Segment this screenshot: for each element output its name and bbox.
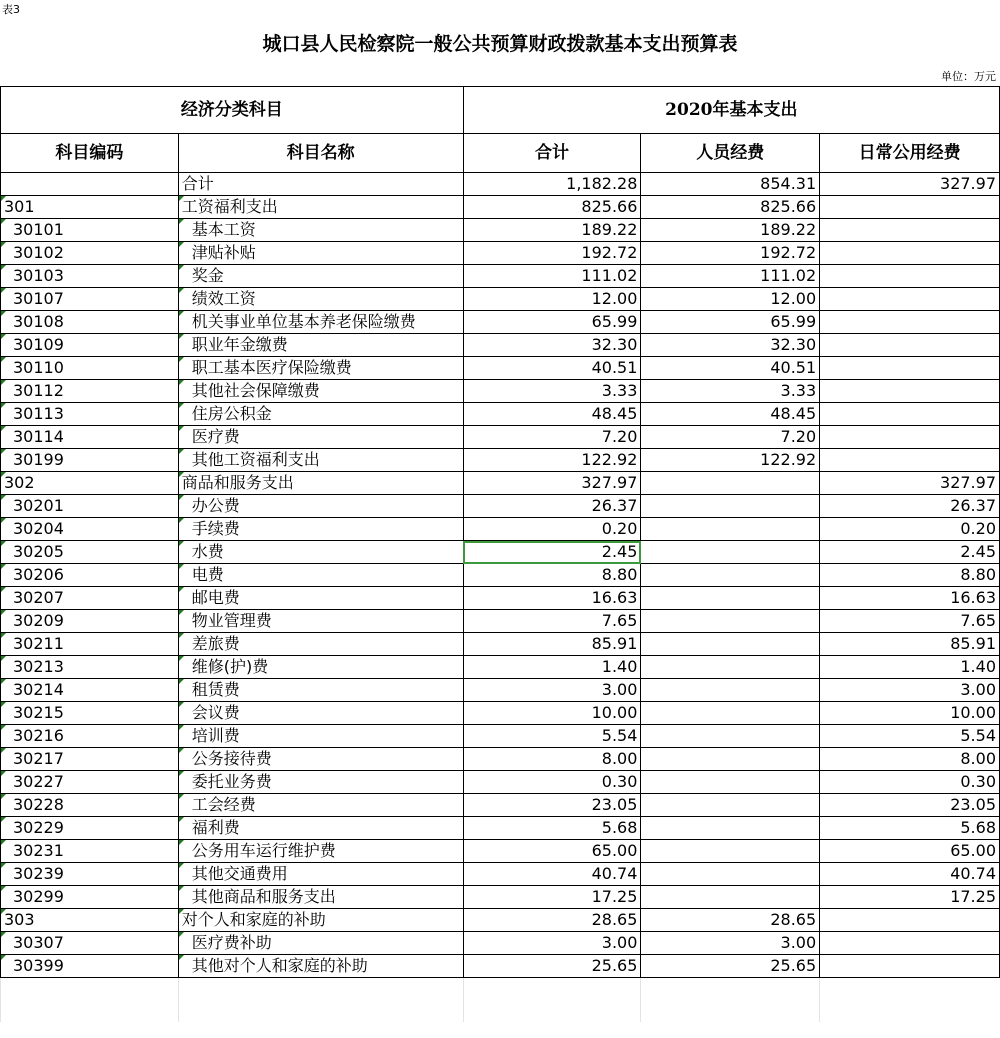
table-row bbox=[1, 426, 1000, 449]
cell-personnel[interactable]: 28.65 bbox=[641, 909, 820, 932]
cell-name[interactable]: 公务接待费 bbox=[178, 748, 463, 771]
cell-name[interactable]: 其他交通费用 bbox=[178, 863, 463, 886]
cell-public[interactable]: 1.40 bbox=[820, 656, 1000, 679]
cell-public[interactable]: 8.00 bbox=[820, 748, 1000, 771]
empty-cell[interactable] bbox=[1, 978, 179, 1001]
cell-code[interactable]: 30227 bbox=[1, 771, 179, 794]
cell-public[interactable]: 85.91 bbox=[820, 633, 1000, 656]
budget-table bbox=[0, 86, 1000, 1022]
cell-personnel[interactable] bbox=[641, 472, 820, 495]
table-row bbox=[1, 610, 1000, 633]
cell-name[interactable]: 职业年金缴费 bbox=[178, 334, 463, 357]
cell-public[interactable]: 0.30 bbox=[820, 771, 1000, 794]
cell-public[interactable] bbox=[820, 357, 1000, 380]
cell-personnel[interactable] bbox=[641, 633, 820, 656]
cell-name[interactable]: 其他社会保障缴费 bbox=[178, 380, 463, 403]
cell-code[interactable]: 30217 bbox=[1, 748, 179, 771]
table-row bbox=[1, 840, 1000, 863]
cell-code[interactable]: 30205 bbox=[1, 541, 179, 564]
cell-name[interactable]: 商品和服务支出 bbox=[178, 472, 463, 495]
header-column-row bbox=[1, 134, 1000, 173]
table-row bbox=[1, 495, 1000, 518]
table-row bbox=[1, 886, 1000, 909]
cell-name[interactable]: 差旅费 bbox=[178, 633, 463, 656]
cell-public[interactable] bbox=[820, 932, 1000, 955]
cell-personnel[interactable] bbox=[641, 541, 820, 564]
table-row bbox=[1, 817, 1000, 840]
cell-personnel[interactable] bbox=[641, 702, 820, 725]
cell-public[interactable] bbox=[820, 242, 1000, 265]
cell-code[interactable]: 30109 bbox=[1, 334, 179, 357]
cell-total[interactable]: 10.00 bbox=[463, 702, 641, 725]
empty-cell[interactable] bbox=[178, 978, 463, 1001]
col-header-total[interactable]: 合计 bbox=[463, 134, 641, 173]
table-row bbox=[1, 794, 1000, 817]
cell-total[interactable]: 7.20 bbox=[463, 426, 641, 449]
cell-total[interactable]: 65.99 bbox=[463, 311, 641, 334]
cell-total[interactable]: 8.80 bbox=[463, 564, 641, 587]
table-row bbox=[1, 656, 1000, 679]
cell-public[interactable]: 17.25 bbox=[820, 886, 1000, 909]
cell-public[interactable]: 16.63 bbox=[820, 587, 1000, 610]
table-row bbox=[1, 334, 1000, 357]
cell-total[interactable]: 8.00 bbox=[463, 748, 641, 771]
empty-cell[interactable] bbox=[820, 1000, 1000, 1022]
cell-public[interactable] bbox=[820, 426, 1000, 449]
cell-public[interactable] bbox=[820, 219, 1000, 242]
cell-total[interactable]: 0.30 bbox=[463, 771, 641, 794]
cell-name[interactable]: 合计 bbox=[178, 173, 463, 196]
cell-name[interactable]: 基本工资 bbox=[178, 219, 463, 242]
cell-name[interactable]: 水费 bbox=[178, 541, 463, 564]
table-row bbox=[1, 748, 1000, 771]
cell-code[interactable]: 30206 bbox=[1, 564, 179, 587]
cell-personnel[interactable]: 854.31 bbox=[641, 173, 820, 196]
unit-label: 单位：万元 bbox=[941, 70, 996, 83]
cell-personnel[interactable]: 48.45 bbox=[641, 403, 820, 426]
cell-code[interactable]: 30239 bbox=[1, 863, 179, 886]
cell-total[interactable]: 32.30 bbox=[463, 334, 641, 357]
cell-personnel[interactable]: 25.65 bbox=[641, 955, 820, 978]
cell-name[interactable]: 绩效工资 bbox=[178, 288, 463, 311]
empty-cell[interactable] bbox=[1, 1000, 179, 1022]
cell-code[interactable]: 30215 bbox=[1, 702, 179, 725]
cell-total[interactable]: 2.45 bbox=[463, 541, 641, 564]
cell-total[interactable]: 0.20 bbox=[463, 518, 641, 541]
cell-name[interactable]: 医疗费补助 bbox=[178, 932, 463, 955]
table-row bbox=[1, 932, 1000, 955]
cell-public[interactable]: 65.00 bbox=[820, 840, 1000, 863]
cell-public[interactable] bbox=[820, 334, 1000, 357]
cell-total[interactable]: 28.65 bbox=[463, 909, 641, 932]
cell-code[interactable]: 30199 bbox=[1, 449, 179, 472]
table-row bbox=[1, 633, 1000, 656]
cell-name[interactable]: 对个人和家庭的补助 bbox=[178, 909, 463, 932]
cell-personnel[interactable] bbox=[641, 587, 820, 610]
table-row bbox=[1, 564, 1000, 587]
cell-name[interactable]: 电费 bbox=[178, 564, 463, 587]
table-row bbox=[1, 380, 1000, 403]
table-row bbox=[1, 909, 1000, 932]
cell-personnel[interactable]: 40.51 bbox=[641, 357, 820, 380]
cell-total[interactable]: 40.51 bbox=[463, 357, 641, 380]
table-row bbox=[1, 242, 1000, 265]
cell-total[interactable]: 111.02 bbox=[463, 265, 641, 288]
cell-code[interactable]: 30229 bbox=[1, 817, 179, 840]
cell-name[interactable]: 邮电费 bbox=[178, 587, 463, 610]
cell-personnel[interactable]: 7.20 bbox=[641, 426, 820, 449]
cell-total[interactable]: 192.72 bbox=[463, 242, 641, 265]
cell-name[interactable]: 办公费 bbox=[178, 495, 463, 518]
cell-total[interactable]: 5.68 bbox=[463, 817, 641, 840]
cell-total[interactable]: 122.92 bbox=[463, 449, 641, 472]
cell-name[interactable]: 机关事业单位基本养老保险缴费 bbox=[178, 311, 463, 334]
cell-total[interactable]: 16.63 bbox=[463, 587, 641, 610]
total-row bbox=[1, 173, 1000, 196]
cell-public[interactable]: 5.68 bbox=[820, 817, 1000, 840]
cell-name[interactable]: 福利费 bbox=[178, 817, 463, 840]
cell-public[interactable] bbox=[820, 955, 1000, 978]
cell-personnel[interactable] bbox=[641, 817, 820, 840]
table-row bbox=[1, 357, 1000, 380]
cell-personnel[interactable] bbox=[641, 771, 820, 794]
cell-public[interactable]: 26.37 bbox=[820, 495, 1000, 518]
cell-public[interactable] bbox=[820, 909, 1000, 932]
cell-total[interactable]: 825.66 bbox=[463, 196, 641, 219]
cell-personnel[interactable]: 825.66 bbox=[641, 196, 820, 219]
cell-public[interactable] bbox=[820, 380, 1000, 403]
cell-total[interactable]: 1,182.28 bbox=[463, 173, 641, 196]
cell-public[interactable]: 40.74 bbox=[820, 863, 1000, 886]
cell-total[interactable]: 1.40 bbox=[463, 656, 641, 679]
cell-code[interactable]: 30103 bbox=[1, 265, 179, 288]
cell-total[interactable]: 3.00 bbox=[463, 679, 641, 702]
cell-name[interactable]: 工会经费 bbox=[178, 794, 463, 817]
cell-code[interactable]: 30110 bbox=[1, 357, 179, 380]
table-row bbox=[1, 265, 1000, 288]
cell-name[interactable]: 津贴补贴 bbox=[178, 242, 463, 265]
cell-name[interactable]: 医疗费 bbox=[178, 426, 463, 449]
table-row bbox=[1, 955, 1000, 978]
empty-row bbox=[1, 978, 1000, 1001]
cell-code[interactable]: 30213 bbox=[1, 656, 179, 679]
empty-cell[interactable] bbox=[641, 1000, 820, 1022]
cell-personnel[interactable]: 192.72 bbox=[641, 242, 820, 265]
cell-code[interactable] bbox=[1, 173, 179, 196]
cell-total[interactable]: 48.45 bbox=[463, 403, 641, 426]
cell-public[interactable] bbox=[820, 265, 1000, 288]
cell-public[interactable]: 10.00 bbox=[820, 702, 1000, 725]
cell-name[interactable]: 会议费 bbox=[178, 702, 463, 725]
cell-total[interactable]: 65.00 bbox=[463, 840, 641, 863]
cell-public[interactable]: 0.20 bbox=[820, 518, 1000, 541]
cell-name[interactable]: 委托业务费 bbox=[178, 771, 463, 794]
header-group-row bbox=[1, 87, 1000, 134]
empty-cell[interactable] bbox=[178, 1000, 463, 1022]
table-row bbox=[1, 702, 1000, 725]
cell-total[interactable]: 40.74 bbox=[463, 863, 641, 886]
table-row bbox=[1, 219, 1000, 242]
cell-code[interactable]: 30204 bbox=[1, 518, 179, 541]
table-row bbox=[1, 472, 1000, 495]
col-header-name[interactable]: 科目名称 bbox=[178, 134, 463, 173]
cell-code[interactable]: 30228 bbox=[1, 794, 179, 817]
cell-public[interactable]: 327.97 bbox=[820, 472, 1000, 495]
cell-name[interactable]: 住房公积金 bbox=[178, 403, 463, 426]
table-row bbox=[1, 587, 1000, 610]
cell-total[interactable]: 3.00 bbox=[463, 932, 641, 955]
table-row bbox=[1, 403, 1000, 426]
cell-code[interactable]: 30114 bbox=[1, 426, 179, 449]
cell-public[interactable] bbox=[820, 288, 1000, 311]
cell-public[interactable] bbox=[820, 196, 1000, 219]
cell-total[interactable]: 189.22 bbox=[463, 219, 641, 242]
col-header-personnel[interactable]: 人员经费 bbox=[641, 134, 820, 173]
cell-personnel[interactable]: 3.00 bbox=[641, 932, 820, 955]
cell-public[interactable] bbox=[820, 449, 1000, 472]
cell-code[interactable]: 30307 bbox=[1, 932, 179, 955]
cell-name[interactable]: 公务用车运行维护费 bbox=[178, 840, 463, 863]
cell-name[interactable]: 维修(护)费 bbox=[178, 656, 463, 679]
cell-name[interactable]: 奖金 bbox=[178, 265, 463, 288]
cell-code[interactable]: 30299 bbox=[1, 886, 179, 909]
cell-personnel[interactable]: 3.33 bbox=[641, 380, 820, 403]
cell-name[interactable]: 物业管理费 bbox=[178, 610, 463, 633]
cell-code[interactable]: 30216 bbox=[1, 725, 179, 748]
empty-cell[interactable] bbox=[820, 978, 1000, 1001]
cell-code[interactable]: 30211 bbox=[1, 633, 179, 656]
cell-personnel[interactable] bbox=[641, 863, 820, 886]
cell-personnel[interactable] bbox=[641, 794, 820, 817]
cell-code[interactable]: 30102 bbox=[1, 242, 179, 265]
cell-personnel[interactable]: 122.92 bbox=[641, 449, 820, 472]
empty-cell[interactable] bbox=[463, 978, 641, 1001]
cell-code[interactable]: 30214 bbox=[1, 679, 179, 702]
table-row bbox=[1, 771, 1000, 794]
cell-total[interactable]: 23.05 bbox=[463, 794, 641, 817]
cell-code[interactable]: 30231 bbox=[1, 840, 179, 863]
col-header-code[interactable]: 科目编码 bbox=[1, 134, 179, 173]
table-row bbox=[1, 863, 1000, 886]
cell-personnel[interactable] bbox=[641, 564, 820, 587]
cell-personnel[interactable] bbox=[641, 886, 820, 909]
empty-cell[interactable] bbox=[463, 1000, 641, 1022]
table-row bbox=[1, 725, 1000, 748]
cell-personnel[interactable] bbox=[641, 518, 820, 541]
cell-public[interactable]: 3.00 bbox=[820, 679, 1000, 702]
cell-personnel[interactable]: 12.00 bbox=[641, 288, 820, 311]
cell-personnel[interactable] bbox=[641, 656, 820, 679]
cell-public[interactable]: 7.65 bbox=[820, 610, 1000, 633]
table-row bbox=[1, 518, 1000, 541]
cell-code[interactable]: 30399 bbox=[1, 955, 179, 978]
cell-name[interactable]: 其他工资福利支出 bbox=[178, 449, 463, 472]
table-row bbox=[1, 196, 1000, 219]
cell-code[interactable]: 30101 bbox=[1, 219, 179, 242]
cell-total[interactable]: 12.00 bbox=[463, 288, 641, 311]
cell-name[interactable]: 租赁费 bbox=[178, 679, 463, 702]
cell-public[interactable] bbox=[820, 311, 1000, 334]
cell-personnel[interactable] bbox=[641, 495, 820, 518]
cell-name[interactable]: 手续费 bbox=[178, 518, 463, 541]
cell-total[interactable]: 7.65 bbox=[463, 610, 641, 633]
cell-total[interactable]: 85.91 bbox=[463, 633, 641, 656]
cell-public[interactable]: 5.54 bbox=[820, 725, 1000, 748]
cell-name[interactable]: 职工基本医疗保险缴费 bbox=[178, 357, 463, 380]
cell-code[interactable]: 30112 bbox=[1, 380, 179, 403]
cell-code[interactable]: 301 bbox=[1, 196, 179, 219]
cell-name[interactable]: 其他商品和服务支出 bbox=[178, 886, 463, 909]
cell-public[interactable]: 327.97 bbox=[820, 173, 1000, 196]
cell-total[interactable]: 26.37 bbox=[463, 495, 641, 518]
header-basic-expenditure[interactable]: 2020年基本支出 bbox=[463, 87, 999, 134]
cell-name[interactable]: 工资福利支出 bbox=[178, 196, 463, 219]
cell-public[interactable] bbox=[820, 403, 1000, 426]
cell-code[interactable]: 302 bbox=[1, 472, 179, 495]
cell-total[interactable]: 3.33 bbox=[463, 380, 641, 403]
table-row bbox=[1, 311, 1000, 334]
cell-code[interactable]: 30108 bbox=[1, 311, 179, 334]
cell-code[interactable]: 30201 bbox=[1, 495, 179, 518]
cell-total[interactable]: 17.25 bbox=[463, 886, 641, 909]
cell-total[interactable]: 5.54 bbox=[463, 725, 641, 748]
table-row bbox=[1, 679, 1000, 702]
header-economic-class[interactable]: 经济分类科目 bbox=[1, 87, 464, 134]
cell-personnel[interactable] bbox=[641, 840, 820, 863]
table-row bbox=[1, 449, 1000, 472]
empty-cell[interactable] bbox=[641, 978, 820, 1001]
cell-total[interactable]: 327.97 bbox=[463, 472, 641, 495]
cell-total[interactable]: 25.65 bbox=[463, 955, 641, 978]
cell-code[interactable]: 30207 bbox=[1, 587, 179, 610]
cell-personnel[interactable]: 111.02 bbox=[641, 265, 820, 288]
cell-name[interactable]: 培训费 bbox=[178, 725, 463, 748]
table-row bbox=[1, 288, 1000, 311]
cell-personnel[interactable] bbox=[641, 679, 820, 702]
cell-public[interactable]: 2.45 bbox=[820, 541, 1000, 564]
cell-personnel[interactable]: 189.22 bbox=[641, 219, 820, 242]
cell-code[interactable]: 30209 bbox=[1, 610, 179, 633]
cell-personnel[interactable] bbox=[641, 725, 820, 748]
cell-public[interactable]: 8.80 bbox=[820, 564, 1000, 587]
cell-personnel[interactable]: 65.99 bbox=[641, 311, 820, 334]
cell-public[interactable]: 23.05 bbox=[820, 794, 1000, 817]
empty-row bbox=[1, 1000, 1000, 1022]
cell-code[interactable]: 303 bbox=[1, 909, 179, 932]
cell-code[interactable]: 30113 bbox=[1, 403, 179, 426]
sheet-label: 表3 bbox=[2, 3, 20, 16]
cell-personnel[interactable] bbox=[641, 748, 820, 771]
cell-personnel[interactable]: 32.30 bbox=[641, 334, 820, 357]
cell-name[interactable]: 其他对个人和家庭的补助 bbox=[178, 955, 463, 978]
cell-code[interactable]: 30107 bbox=[1, 288, 179, 311]
page-title: 城口县人民检察院一般公共预算财政拨款基本支出预算表 bbox=[262, 33, 738, 55]
table-row bbox=[1, 541, 1000, 564]
col-header-public[interactable]: 日常公用经费 bbox=[820, 134, 1000, 173]
cell-personnel[interactable] bbox=[641, 610, 820, 633]
